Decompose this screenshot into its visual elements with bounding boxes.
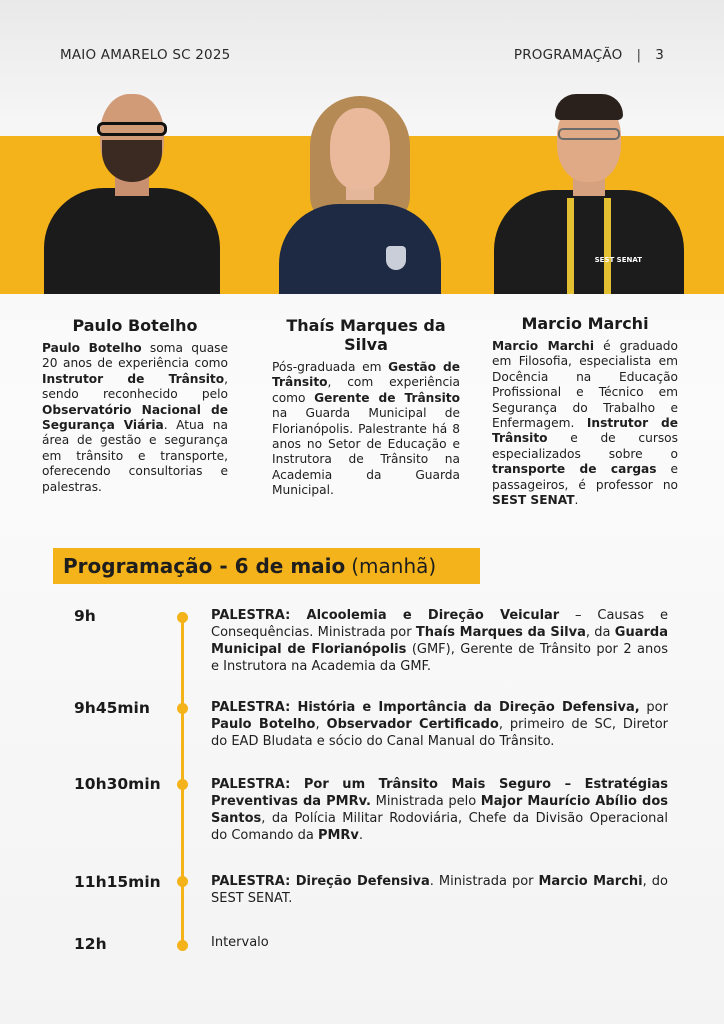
text-run: soma quase 20 anos de experiência como [42, 341, 229, 371]
text-run: Marcio Marchi [492, 339, 595, 353]
schedule-title [53, 548, 480, 584]
schedule-time: 9h45min [74, 699, 150, 717]
text-run: Guarda Municipal de Florianópolis [211, 625, 668, 657]
text-run: – Causas e Consequências. Ministrada por [211, 608, 668, 640]
photo-beard [102, 140, 162, 182]
text-run: Pós-graduada em [272, 360, 389, 374]
timeline-dot [177, 703, 188, 714]
schedule-desc [211, 776, 668, 844]
text-run: Marcio Marchi [538, 874, 643, 889]
speaker-name: Marcio Marchi [521, 314, 649, 333]
speaker-name: Paulo Botelho [72, 316, 198, 335]
text-run: PALESTRA: Por um Trânsito Mais Seguro – Estratégias Preventivas da PMRv. [211, 777, 668, 809]
text-run: . Ministrada por [429, 874, 539, 889]
header-section [514, 47, 664, 63]
speaker-name: Thaís Marques da Silva [286, 316, 446, 354]
text-run: , da [585, 625, 615, 640]
header-section-label: PROGRAMAÇÃO [513, 47, 623, 63]
schedule-time: 11h15min [74, 873, 161, 891]
text-run: é graduado em Filosofia, especialista em Docência na Educação Profissional e Técnico em Segurança do Trabalho e Enfermagem. [492, 339, 678, 431]
text-run: transporte de cargas [492, 462, 657, 477]
text-run: , da Polícia Militar Rodoviária, Chefe da Divisão Operacional do Comando da [211, 811, 668, 843]
speaker-bio-2 [492, 316, 678, 508]
text-run: , sendo reconhecido pelo [42, 371, 228, 402]
timeline-dot [177, 612, 188, 623]
text-run: Instrutor de Trânsito [492, 416, 678, 446]
text-run: Observatório Nacional de Segurança Viária [42, 402, 228, 433]
speaker-photo-marcio [492, 86, 686, 294]
photo-torso [279, 204, 441, 294]
schedule-desc [211, 607, 668, 675]
text-run: , do SEST SENAT. [211, 874, 668, 906]
photo-glasses [558, 128, 620, 140]
text-run: e de cursos especializados sobre o [492, 431, 678, 461]
speaker-bio-text [266, 360, 466, 499]
photo-lanyard [567, 198, 611, 294]
schedule-title-period: (manhã) [351, 554, 437, 578]
text-run: Ministrada pelo [370, 794, 481, 809]
timeline-dot [177, 940, 188, 951]
speaker-bio-1 [266, 316, 466, 499]
text-run: PMRv [317, 828, 359, 843]
timeline-dot [177, 779, 188, 790]
schedule-desc [211, 873, 668, 907]
text-run: Gestão de Trânsito [272, 360, 460, 390]
text-run: PALESTRA: Direção Defensiva [211, 874, 430, 889]
text-run: , [315, 717, 327, 732]
text-run: Thaís Marques da Silva [415, 625, 586, 640]
text-run: (GMF), Gerente de Trânsito por 2 anos e Instrutora na Academia da GMF. [211, 642, 668, 674]
speaker-photo-paulo [44, 86, 220, 294]
speaker-bio-text [42, 341, 228, 495]
schedule-desc [211, 699, 668, 750]
speaker-photo-thais [274, 86, 446, 294]
schedule-time: 10h30min [74, 775, 161, 793]
text-run: Observador Certificado [326, 717, 499, 732]
schedule-time: 12h [74, 935, 107, 953]
text-run: na Guarda Municipal de Florianópolis. Palestrante há 8 anos no Setor de Educação e Instrutora de Trânsito na Academia da Guarda Municipal. [272, 406, 460, 498]
photo-glasses [97, 122, 167, 136]
text-run: . [358, 828, 364, 843]
text-run: SEST SENAT [492, 493, 575, 508]
header-separator: | [636, 47, 642, 63]
text-run: Paulo Botelho [42, 341, 142, 355]
text-run: por [639, 700, 668, 715]
text-run: Intervalo [211, 935, 269, 950]
photo-torso [44, 188, 220, 294]
text-run: . Atua na área de gestão e segurança em trânsito e transporte, oferecendo consultorias e palestras. [42, 418, 228, 494]
text-run: PALESTRA: História e Importância da Direção Defensiva, [211, 700, 640, 715]
text-run: Paulo Botelho [211, 717, 316, 732]
text-run: , com experiência como [272, 375, 460, 405]
schedule-time: 9h [74, 607, 96, 625]
uniform-badge-icon [386, 246, 406, 270]
shirt-logo: SEST SENAT [594, 256, 642, 264]
text-run: e passageiros, é professor no [492, 462, 679, 492]
schedule-title-main: Programação - 6 de maio [63, 554, 346, 578]
text-run: Major Maurício Abílio dos Santos [211, 794, 668, 826]
text-run: PALESTRA: Alcoolemia e Direção Veicular [211, 608, 560, 623]
header-event-title: MAIO AMARELO SC 2025 [60, 47, 231, 63]
page-number: 3 [655, 47, 664, 63]
speaker-bio-text [492, 339, 678, 508]
text-run: . [574, 493, 579, 508]
photo-hair [555, 94, 623, 120]
text-run: Gerente de Trânsito [314, 390, 460, 405]
schedule-desc [211, 934, 668, 951]
speaker-bio-0 [42, 316, 228, 495]
text-run: Instrutor de Trânsito [42, 371, 225, 386]
timeline-dot [177, 876, 188, 887]
text-run: , primeiro de SC, Diretor do EAD Bludata e sócio do Canal Manual do Trânsito. [211, 717, 668, 749]
photo-head [330, 108, 390, 190]
